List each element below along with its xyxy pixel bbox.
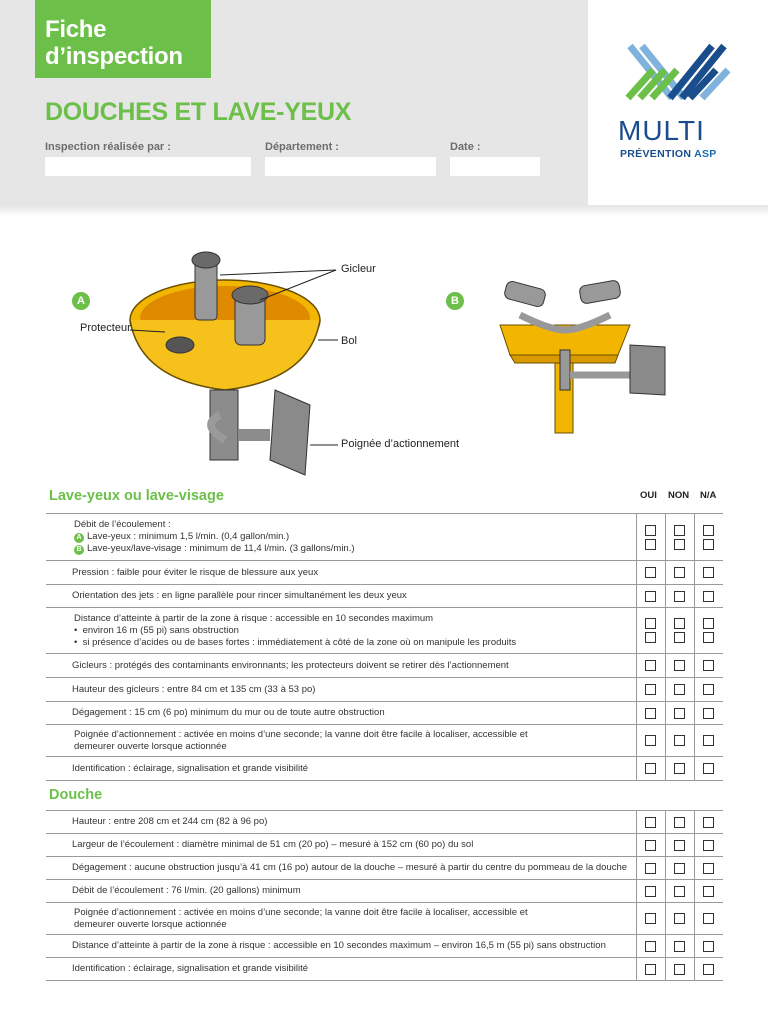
- na-checkbox[interactable]: [703, 684, 714, 695]
- oui-checkbox[interactable]: [645, 763, 656, 774]
- badge-line-1: Fiche: [45, 16, 107, 43]
- logo-subtitle: [620, 148, 717, 160]
- oui-cell: [636, 857, 665, 880]
- table-row: [46, 811, 723, 834]
- row-text: Identification : éclairage, signalisation et grande visibilité: [46, 958, 636, 981]
- row-text: Gicleurs : protégés des contaminants environnants; les protecteurs doivent se retirer dès l’actionnement: [46, 654, 636, 678]
- column-header-non: NON: [668, 490, 690, 501]
- row-text: [46, 608, 636, 654]
- non-checkbox[interactable]: [674, 886, 685, 897]
- row-label: Poignée d’actionnement : activée en moins d’une seconde; la vanne doit être facile à localiser, accessible et: [74, 728, 528, 740]
- row-bullet: • environ 16 m (55 pi) sans obstruction: [74, 624, 239, 636]
- na-checkbox[interactable]: [703, 840, 714, 851]
- table-row: [46, 958, 723, 981]
- table-row: [46, 757, 723, 781]
- na-checkbox[interactable]: [703, 708, 714, 719]
- oui-cell: [636, 811, 665, 834]
- row-label-continued: demeurer ouverte lorsque actionnée: [74, 918, 227, 930]
- na-checkbox[interactable]: [703, 660, 714, 671]
- non-checkbox[interactable]: [674, 684, 685, 695]
- non-checkbox[interactable]: [674, 863, 685, 874]
- non-cell: [665, 903, 694, 935]
- non-checkbox[interactable]: [674, 591, 685, 602]
- row-text: [46, 514, 636, 561]
- row-label: Poignée d’actionnement : activée en moins d’une seconde; la vanne doit être facile à localiser, accessible et: [74, 906, 528, 918]
- row-text: Dégagement : aucune obstruction jusqu’à 41 cm (16 po) autour de la douche – mesuré à partir du centre du pommeau de la douche: [46, 857, 636, 880]
- na-checkbox[interactable]: [703, 735, 714, 746]
- non-cell: [665, 585, 694, 608]
- na-checkbox[interactable]: [703, 632, 714, 643]
- column-header-na: N/A: [700, 490, 717, 501]
- oui-cell: [636, 757, 665, 781]
- table-row: [46, 702, 723, 725]
- row-text: Identification : éclairage, signalisation et grande visibilité: [46, 757, 636, 781]
- oui-checkbox[interactable]: [645, 684, 656, 695]
- logo-sub-accent: ASP: [694, 148, 717, 160]
- non-checkbox[interactable]: [674, 913, 685, 924]
- non-checkbox[interactable]: [674, 525, 685, 536]
- label-gicleur: Gicleur: [341, 263, 376, 275]
- row-sub-a: [72, 531, 636, 543]
- non-checkbox[interactable]: [674, 817, 685, 828]
- non-cell: [665, 654, 694, 678]
- row-text: Orientation des jets : en ligne parallèle pour rincer simultanément les deux yeux: [46, 585, 636, 608]
- section-title-eyewash: Lave-yeux ou lave-visage: [49, 488, 224, 504]
- na-cell: [694, 608, 723, 654]
- oui-cell: [636, 561, 665, 585]
- inspector-label: Inspection réalisée par :: [45, 141, 171, 153]
- row-text: Largeur de l’écoulement : diamètre minimal de 51 cm (20 po) – mesuré à 152 cm (60 po) du sol: [46, 834, 636, 857]
- oui-checkbox[interactable]: [645, 591, 656, 602]
- non-checkbox[interactable]: [674, 632, 685, 643]
- na-checkbox[interactable]: [703, 863, 714, 874]
- na-checkbox[interactable]: [703, 618, 714, 629]
- non-cell: [665, 834, 694, 857]
- non-cell: [665, 561, 694, 585]
- non-cell: [665, 757, 694, 781]
- department-label: Département :: [265, 141, 339, 153]
- oui-cell: [636, 903, 665, 935]
- oui-cell: [636, 702, 665, 725]
- na-checkbox[interactable]: [703, 941, 714, 952]
- non-checkbox[interactable]: [674, 708, 685, 719]
- oui-checkbox[interactable]: [645, 735, 656, 746]
- row-sub-a-text: Lave-yeux : minimum 1,5 l/min. (0,4 gallon/min.): [87, 531, 290, 542]
- header-shadow: [0, 205, 768, 217]
- na-cell: [694, 935, 723, 958]
- non-cell: [665, 702, 694, 725]
- label-bol: Bol: [341, 335, 357, 347]
- row-bullet-text: si présence d’acides ou de bases fortes : immédiatement à côté de la zone où on manipule les produits: [82, 636, 517, 648]
- oui-checkbox[interactable]: [645, 863, 656, 874]
- na-cell: [694, 880, 723, 903]
- na-cell: [694, 903, 723, 935]
- non-checkbox[interactable]: [674, 660, 685, 671]
- marker-b: B: [446, 292, 464, 310]
- table-row: [46, 903, 723, 935]
- date-field[interactable]: [450, 157, 540, 176]
- oui-cell: [636, 834, 665, 857]
- marker-a-small: A: [74, 533, 84, 543]
- row-bullet-text: environ 16 m (55 pi) sans obstruction: [82, 624, 239, 636]
- non-checkbox[interactable]: [674, 567, 685, 578]
- oui-checkbox[interactable]: [645, 618, 656, 629]
- eyewash-checklist-table: [46, 513, 723, 781]
- oui-checkbox[interactable]: [645, 817, 656, 828]
- marker-a: A: [72, 292, 90, 310]
- table-row: [46, 561, 723, 585]
- row-text: Pression : faible pour éviter le risque de blessure aux yeux: [46, 561, 636, 585]
- non-cell: [665, 811, 694, 834]
- na-cell: [694, 834, 723, 857]
- table-row: [46, 608, 723, 654]
- non-checkbox[interactable]: [674, 763, 685, 774]
- oui-checkbox[interactable]: [645, 567, 656, 578]
- non-cell: [665, 935, 694, 958]
- na-cell: [694, 561, 723, 585]
- na-cell: [694, 958, 723, 981]
- oui-checkbox[interactable]: [645, 525, 656, 536]
- marker-b-small: B: [74, 545, 84, 555]
- na-checkbox[interactable]: [703, 964, 714, 975]
- row-text: Distance d’atteinte à partir de la zone à risque : accessible en 10 secondes maximum – environ 16,5 m (55 pi) sans obstruction: [46, 935, 636, 958]
- non-cell: [665, 678, 694, 702]
- na-checkbox[interactable]: [703, 591, 714, 602]
- na-checkbox[interactable]: [703, 817, 714, 828]
- row-text: Hauteur des gicleurs : entre 84 cm et 135 cm (33 à 53 po): [46, 678, 636, 702]
- row-text: Dégagement : 15 cm (6 po) minimum du mur ou de toute autre obstruction: [46, 702, 636, 725]
- na-checkbox[interactable]: [703, 886, 714, 897]
- badge-line-2: d’inspection: [45, 43, 183, 70]
- oui-cell: [636, 608, 665, 654]
- date-label: Date :: [450, 141, 481, 153]
- table-row: [46, 935, 723, 958]
- logo-name: MULTI: [618, 115, 705, 146]
- na-cell: [694, 585, 723, 608]
- row-sub-b-text: Lave-yeux/lave-visage : minimum de 11,4 l/min. (3 gallons/min.): [87, 543, 355, 554]
- na-checkbox[interactable]: [703, 913, 714, 924]
- oui-cell: [636, 880, 665, 903]
- non-cell: [665, 608, 694, 654]
- column-header-oui: OUI: [640, 490, 657, 501]
- oui-checkbox[interactable]: [645, 539, 656, 550]
- non-checkbox[interactable]: [674, 964, 685, 975]
- non-cell: [665, 880, 694, 903]
- na-cell: [694, 702, 723, 725]
- table-row: [46, 678, 723, 702]
- row-bullet: • si présence d’acides ou de bases fortes : immédiatement à côté de la zone où on manipule les produits: [74, 636, 517, 648]
- eyeface-wash-illustration: [490, 275, 680, 440]
- oui-cell: [636, 678, 665, 702]
- non-checkbox[interactable]: [674, 618, 685, 629]
- oui-checkbox[interactable]: [645, 941, 656, 952]
- non-cell: [665, 857, 694, 880]
- logo-sub-text: PRÉVENTION: [620, 148, 692, 160]
- row-label: Débit de l’écoulement :: [74, 519, 171, 530]
- row-text: [46, 903, 636, 935]
- oui-cell: [636, 654, 665, 678]
- row-text: Débit de l’écoulement : 76 l/min. (20 gallons) minimum: [46, 880, 636, 903]
- oui-cell: [636, 514, 665, 561]
- oui-cell: [636, 585, 665, 608]
- oui-checkbox[interactable]: [645, 660, 656, 671]
- oui-checkbox[interactable]: [645, 708, 656, 719]
- label-protecteur: Protecteur: [80, 322, 131, 334]
- na-checkbox[interactable]: [703, 539, 714, 550]
- inspector-field[interactable]: [45, 157, 251, 176]
- non-cell: [665, 514, 694, 561]
- table-row: [46, 725, 723, 757]
- department-field[interactable]: [265, 157, 436, 176]
- na-cell: [694, 678, 723, 702]
- na-cell: [694, 811, 723, 834]
- oui-cell: [636, 935, 665, 958]
- na-checkbox[interactable]: [703, 567, 714, 578]
- na-cell: [694, 725, 723, 757]
- non-checkbox[interactable]: [674, 539, 685, 550]
- label-poignee: Poignée d’actionnement: [341, 438, 460, 450]
- oui-checkbox[interactable]: [645, 886, 656, 897]
- non-cell: [665, 725, 694, 757]
- non-checkbox[interactable]: [674, 941, 685, 952]
- page-title: DOUCHES ET LAVE-YEUX: [45, 98, 352, 126]
- oui-cell: [636, 958, 665, 981]
- row-sub-b: [72, 543, 636, 555]
- na-cell: [694, 654, 723, 678]
- table-row: [46, 514, 723, 561]
- oui-checkbox[interactable]: [645, 913, 656, 924]
- table-row: [46, 585, 723, 608]
- row-label-continued: demeurer ouverte lorsque actionnée: [74, 740, 227, 752]
- row-text: [46, 725, 636, 757]
- na-cell: [694, 514, 723, 561]
- non-checkbox[interactable]: [674, 840, 685, 851]
- na-checkbox[interactable]: [703, 763, 714, 774]
- na-cell: [694, 757, 723, 781]
- table-row: [46, 834, 723, 857]
- non-cell: [665, 958, 694, 981]
- row-label: Distance d’atteinte à partir de la zone à risque : accessible en 10 secondes maximum: [74, 612, 434, 624]
- shower-checklist-table: [46, 810, 723, 981]
- table-row: [46, 654, 723, 678]
- oui-cell: [636, 725, 665, 757]
- table-row: [46, 857, 723, 880]
- na-cell: [694, 857, 723, 880]
- oui-checkbox[interactable]: [645, 964, 656, 975]
- oui-checkbox[interactable]: [645, 840, 656, 851]
- section-title-douche: Douche: [49, 787, 103, 803]
- oui-checkbox[interactable]: [645, 632, 656, 643]
- row-text: Hauteur : entre 208 cm et 244 cm (82 à 96 po): [46, 811, 636, 834]
- document-type-badge: [35, 0, 211, 78]
- na-checkbox[interactable]: [703, 525, 714, 536]
- non-checkbox[interactable]: [674, 735, 685, 746]
- table-row: [46, 880, 723, 903]
